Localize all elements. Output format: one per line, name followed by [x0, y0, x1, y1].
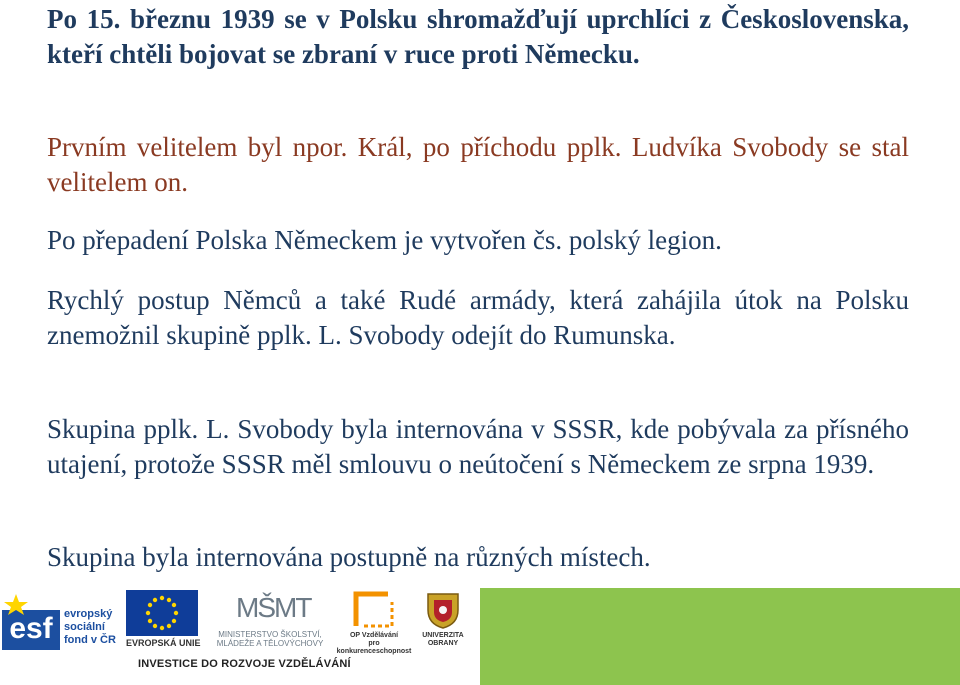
op-label-2: pro konkurenceschopnost: [336, 640, 412, 655]
paragraph-6: Skupina byla internována postupně na různých místech.: [47, 542, 651, 572]
op-label-1: OP Vzdělávání: [349, 632, 399, 639]
esf-label-2: sociální: [64, 621, 105, 633]
esf-label-1: evropský: [64, 608, 113, 620]
eu-flag-icon: [126, 590, 198, 636]
footer-tagline: INVESTICE DO ROZVOJE VZDĚLÁVÁNÍ: [138, 658, 351, 670]
paragraph-2: Prvním velitelem byl npor. Král, po příchodu pplk. Ludvíka Svobody se stal velitelem on.: [47, 132, 909, 197]
paragraph-5: Skupina pplk. L. Svobody byla internována v SSSR, kde pobývala za přísného utajení, protože SSSR měl smlouvu o neútočení s Německem ze srpna 1939.: [47, 414, 909, 479]
footer-green-panel: [480, 588, 960, 685]
unob-label-1: UNIVERZITA: [422, 632, 464, 639]
op-frame-icon: [352, 590, 396, 630]
esf-letters: esf: [9, 612, 53, 645]
paragraph-4: Rychlý postup Němců a také Rudé armády, která zahájila útok na Polsku znemožnil skupině pplk. L. Svobody odejít do Rumunska.: [47, 285, 909, 350]
unob-shield-icon: [426, 590, 460, 630]
msmt-letters: MŠMT: [236, 592, 311, 623]
op-logo: [334, 590, 414, 655]
footer-logo-strip: [0, 588, 480, 685]
paragraph-3: Po přepadení Polska Německem je vytvořen čs. polský legion.: [47, 225, 722, 255]
unob-logo: [416, 590, 470, 652]
msmt-label-1: MINISTERSTVO ŠKOLSTVÍ,: [218, 630, 322, 639]
eu-label: EVROPSKÁ UNIE: [126, 638, 201, 648]
esf-label-3: fond v ČR: [64, 634, 116, 646]
paragraph-1: Po 15. březnu 1939 se v Polsku shromažďují uprchlíci z Československa, kteří chtěli bojovat se zbraní v ruce proti Německu.: [47, 4, 909, 69]
msmt-label-2: MLÁDEŽE A TĚLOVÝCHOVY: [216, 639, 324, 648]
footer-banner: [0, 588, 960, 685]
esf-logo: [2, 592, 120, 654]
unob-label-2: OBRANY: [427, 640, 459, 647]
eu-logo: [126, 590, 202, 650]
msmt-logo: [206, 590, 334, 652]
